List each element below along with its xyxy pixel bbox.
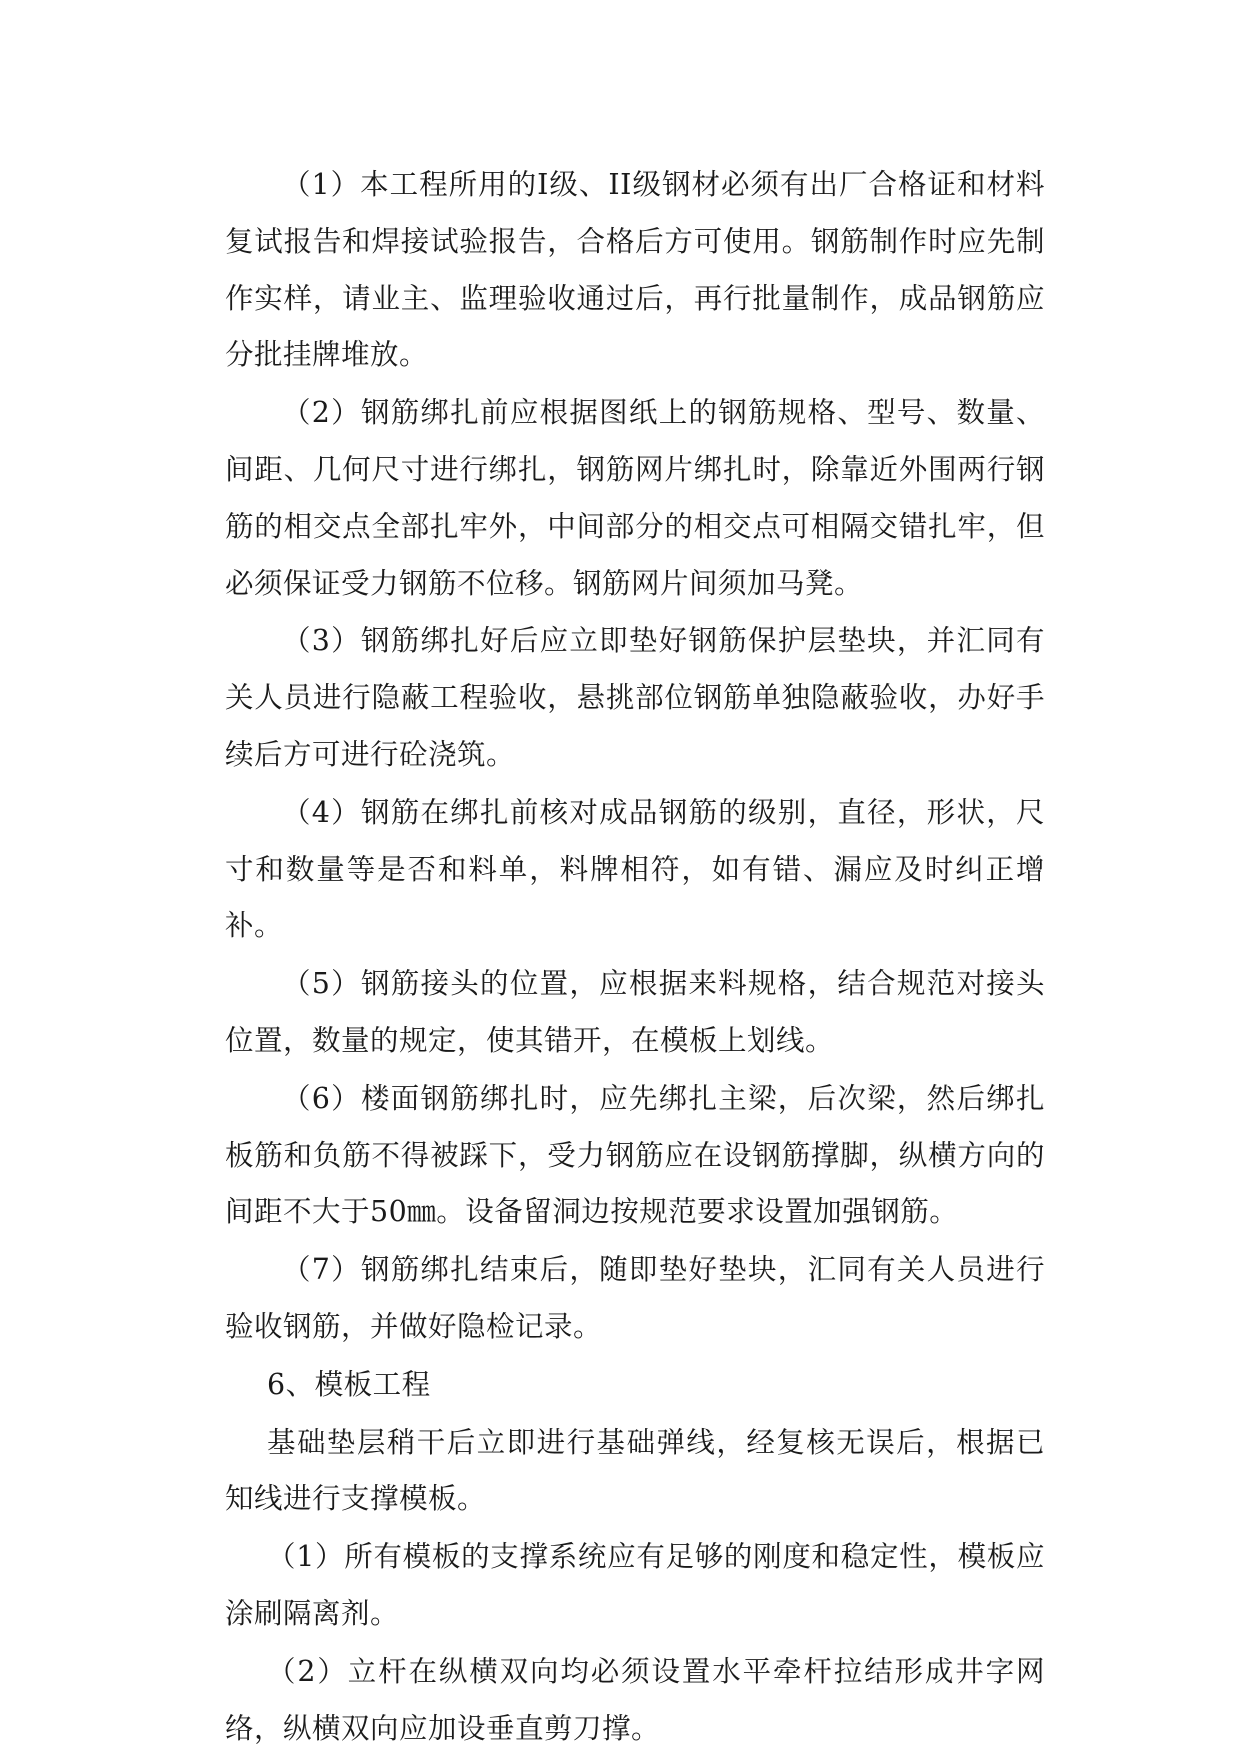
paragraph-rebar-cover-and-inspection: （3）钢筋绑扎好后应立即垫好钢筋保护层垫块，并汇同有关人员进行隐蔽工程验收，悬挑部位钢筋单独隐蔽验收，办好手续后方可进行砼浇筑。 [225,624,1045,771]
paragraph-formwork-intro: 基础垫层稍干后立即进行基础弹线，经复核无误后，根据已知线进行支撑模板。 [225,1425,1045,1516]
paragraph-formwork-bracing: （2）立杆在纵横双向均必须设置水平牵杆拉结形成井字网络，纵横双向应加设垂直剪刀撑。 [225,1654,1045,1745]
document-body [225,157,1045,1758]
paragraph-rebar-binding-requirements: （2）钢筋绑扎前应根据图纸上的钢筋规格、型号、数量、间距、几何尺寸进行绑扎，钢筋网片绑扎时，除靠近外围两行钢筋的相交点全部扎牢外，中间部分的相交点可相隔交错扎牢，但必须保证受力钢筋不位移。钢筋网片间须加马凳。 [225,396,1045,600]
paragraph-floor-rebar-binding: （6）楼面钢筋绑扎时，应先绑扎主梁，后次梁，然后绑扎板筋和负筋不得被踩下，受力钢筋应在设钢筋撑脚，纵横方向的间距不大于50㎜。设备留洞边按规范要求设置加强钢筋。 [225,1081,1045,1229]
paragraph-rebar-material-certification: （1）本工程所用的Ⅰ级、II级钢材必须有出厂合格证和材料复试报告和焊接试验报告，合格后方可使用。钢筋制作时应先制作实样，请业主、监理验收通过后，再行批量制作，成品钢筋应分批挂牌堆放。 [225,168,1045,372]
paragraph-rebar-verification: （4）钢筋在绑扎前核对成品钢筋的级别，直径，形状，尺寸和数量等是否和料单，料牌相符，如有错、漏应及时纠正增补。 [225,795,1045,943]
paragraph-formwork-support-system: （1）所有模板的支撑系统应有足够的刚度和稳定性，模板应涂刷隔离剂。 [225,1540,1045,1630]
section-heading-formwork: 6、模板工程 [267,1367,431,1401]
paragraph-rebar-joint-position: （5）钢筋接头的位置，应根据来料规格，结合规范对接头位置，数量的规定，使其错开，在模板上划线。 [225,967,1045,1057]
paragraph-rebar-completion-inspection: （7）钢筋绑扎结束后，随即垫好垫块，汇同有关人员进行验收钢筋，并做好隐检记录。 [225,1253,1045,1343]
